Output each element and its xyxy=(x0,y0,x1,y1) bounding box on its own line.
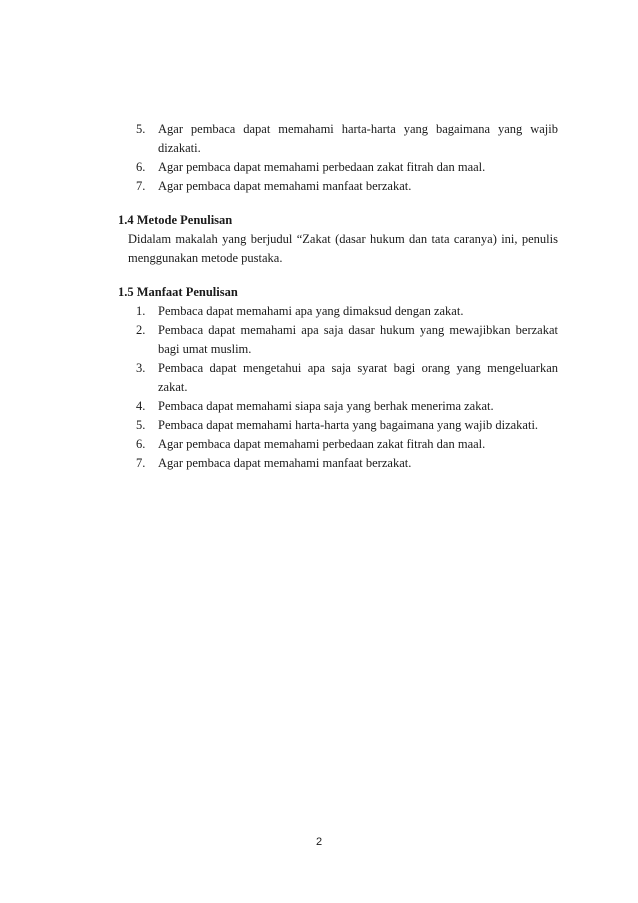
list-item xyxy=(136,416,558,435)
list-number: 7. xyxy=(136,456,146,470)
list-number: 5. xyxy=(136,122,146,136)
section-heading-metode: 1.4 Metode Penulisan xyxy=(118,213,233,227)
list-item xyxy=(136,397,558,416)
benefits-list xyxy=(118,302,558,473)
list-text: Agar pembaca dapat memahami manfaat berzakat. xyxy=(158,456,412,470)
list-item xyxy=(136,454,558,473)
page-number: 2 xyxy=(315,836,323,848)
list-number: 6. xyxy=(136,160,146,174)
list-item xyxy=(136,120,558,158)
objectives-list-continued xyxy=(118,120,558,196)
list-text: Agar pembaca dapat memahami harta-harta yang bagaimana yang wajib dizakati. xyxy=(158,122,558,155)
list-number: 6. xyxy=(136,437,146,451)
list-item xyxy=(136,359,558,397)
list-text: Pembaca dapat mengetahui apa saja syarat bagi orang yang mengeluarkan zakat. xyxy=(158,361,558,394)
section-paragraph-metode: Didalam makalah yang berjudul “Zakat (dasar hukum dan tata caranya) ini, penulis menggunakan metode pustaka. xyxy=(128,232,558,265)
list-number: 2. xyxy=(136,323,146,337)
list-number: 1. xyxy=(136,304,146,318)
list-text: Pembaca dapat memahami siapa saja yang berhak menerima zakat. xyxy=(158,399,494,413)
list-text: Pembaca dapat memahami harta-harta yang bagaimana yang wajib dizakati. xyxy=(158,418,539,432)
list-text: Pembaca dapat memahami apa saja dasar hukum yang mewajibkan berzakat bagi umat muslim. xyxy=(158,323,558,356)
list-item xyxy=(136,177,558,196)
list-text: Agar pembaca dapat memahami perbedaan zakat fitrah dan maal. xyxy=(158,160,486,174)
list-text: Pembaca dapat memahami apa yang dimaksud dengan zakat. xyxy=(158,304,464,318)
list-number: 7. xyxy=(136,179,146,193)
list-item xyxy=(136,302,558,321)
list-number: 4. xyxy=(136,399,146,413)
list-item xyxy=(136,321,558,359)
list-item xyxy=(136,435,558,454)
section-heading-manfaat: 1.5 Manfaat Penulisan xyxy=(118,285,238,299)
list-text: Agar pembaca dapat memahami manfaat berzakat. xyxy=(158,179,412,193)
page-content xyxy=(118,120,558,473)
list-number: 3. xyxy=(136,361,146,375)
list-item xyxy=(136,158,558,177)
list-number: 5. xyxy=(136,418,146,432)
list-text: Agar pembaca dapat memahami perbedaan zakat fitrah dan maal. xyxy=(158,437,486,451)
